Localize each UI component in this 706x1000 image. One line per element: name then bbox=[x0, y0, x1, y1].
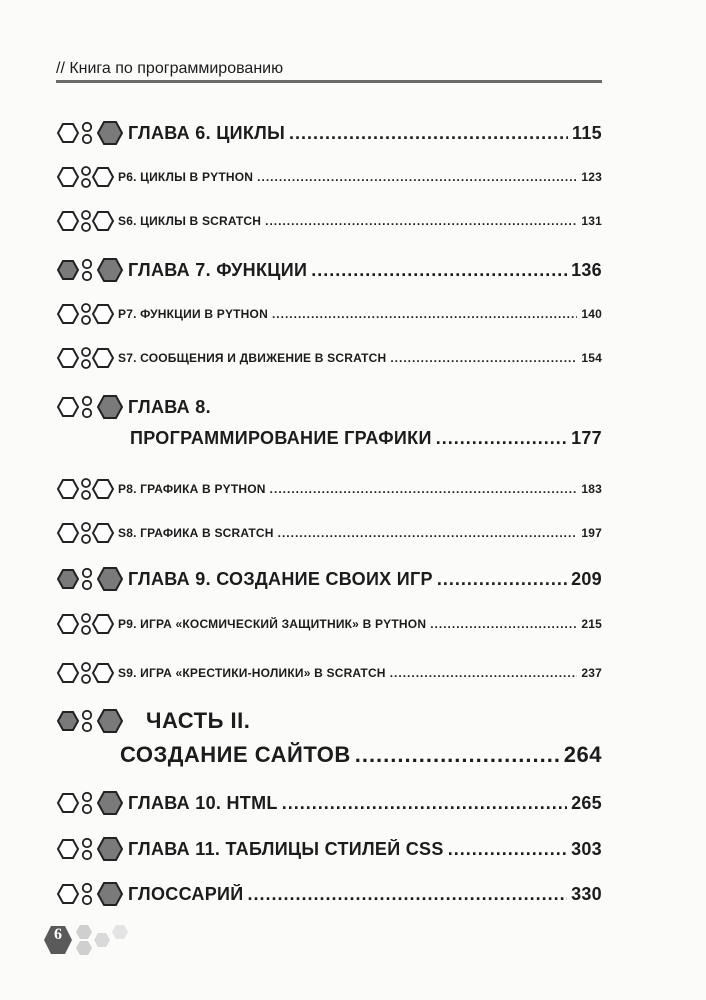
toc-entry-title: ГЛАВА 8. bbox=[128, 396, 211, 417]
toc-entry-title: P6. ЦИКЛЫ В PYTHON bbox=[118, 170, 254, 184]
toc-entry-title: S9. ИГРА «КРЕСТИКИ-НОЛИКИ» В SCRATCH bbox=[118, 666, 386, 680]
toc-entry-page: 197 bbox=[581, 526, 602, 540]
toc-entry-page: 330 bbox=[571, 883, 602, 904]
hexagon-cluster-dark-icon bbox=[56, 834, 128, 864]
toc-entry-chapter-9[interactable] bbox=[56, 564, 602, 594]
toc-entry-title: P7. ФУНКЦИИ В PYTHON bbox=[118, 307, 268, 321]
toc-entry-s6[interactable] bbox=[56, 206, 602, 236]
hexagon-cluster-outline-icon bbox=[56, 162, 118, 192]
toc-entry-title: S6. ЦИКЛЫ В SCRATCH bbox=[118, 214, 262, 228]
toc-entry-title: ГЛАВА 6. ЦИКЛЫ bbox=[128, 122, 286, 143]
toc-entry-page: 140 bbox=[581, 307, 602, 321]
toc-entry-title: ГЛАВА 9. СОЗДАНИЕ СВОИХ ИГР bbox=[128, 568, 433, 589]
hexagon-cluster-outline-icon bbox=[56, 299, 118, 329]
toc-entry-part-2-line2[interactable] bbox=[120, 742, 602, 772]
dot-leader bbox=[448, 839, 567, 860]
toc-entry-title: S7. СООБЩЕНИЯ И ДВИЖЕНИЕ В SCRATCH bbox=[118, 351, 387, 365]
dot-leader bbox=[437, 569, 567, 590]
toc-entry-chapter-6[interactable] bbox=[56, 118, 602, 148]
hexagon-cluster-dark-icon bbox=[56, 706, 128, 736]
hexagon-cluster-dark-icon bbox=[56, 392, 128, 422]
toc-entry-title: P9. ИГРА «КОСМИЧЕСКИЙ ЗАЩИТНИК» В PYTHON bbox=[118, 617, 427, 631]
toc-entry-s8[interactable] bbox=[56, 518, 602, 548]
hexagon-cluster-outline-icon bbox=[56, 658, 118, 688]
hexagon-cluster-dark-icon bbox=[56, 564, 128, 594]
toc-entry-title-continued: ПРОГРАММИРОВАНИЕ ГРАФИКИ bbox=[130, 428, 432, 448]
toc-entry-page: 115 bbox=[572, 122, 602, 143]
toc-entry-page: 303 bbox=[571, 838, 602, 859]
dot-leader bbox=[265, 214, 577, 228]
toc-entry-page: 131 bbox=[581, 214, 602, 228]
hexagon-cluster-dark-icon bbox=[56, 788, 128, 818]
toc-entry-chapter-11[interactable] bbox=[56, 834, 602, 864]
toc-entry-title: ГЛАВА 10. HTML bbox=[128, 792, 278, 813]
toc-entry-title: ГЛАВА 11. ТАБЛИЦЫ СТИЛЕЙ CSS bbox=[128, 838, 444, 859]
toc-entry-page: 123 bbox=[581, 170, 602, 184]
dot-leader bbox=[278, 526, 578, 540]
toc-entry-title: ГЛАВА 7. ФУНКЦИИ bbox=[128, 259, 308, 280]
toc-entry-page: 154 bbox=[581, 351, 602, 365]
dot-leader bbox=[289, 123, 568, 144]
page-number-badge bbox=[44, 920, 144, 960]
dot-leader bbox=[430, 617, 577, 631]
toc-entry-s7[interactable] bbox=[56, 343, 602, 373]
dot-leader bbox=[272, 307, 577, 321]
toc-entry-page: 136 bbox=[571, 259, 602, 280]
dot-leader bbox=[270, 482, 578, 496]
toc-entry-page: 237 bbox=[581, 666, 602, 680]
header-rule bbox=[56, 80, 602, 83]
hexagon-cluster-outline-icon bbox=[56, 518, 118, 548]
toc-entry-page: 177 bbox=[571, 428, 602, 448]
toc-entry-title: ЧАСТЬ II. bbox=[146, 708, 251, 733]
toc-entry-title: S8. ГРАФИКА В SCRATCH bbox=[118, 526, 274, 540]
dot-leader bbox=[282, 793, 567, 814]
dot-leader bbox=[390, 666, 578, 680]
dot-leader bbox=[355, 742, 560, 768]
dot-leader bbox=[390, 351, 577, 365]
toc-entry-chapter-8[interactable] bbox=[56, 392, 602, 422]
hexagon-cluster-dark-icon bbox=[56, 118, 128, 148]
toc-entry-chapter-8-line2[interactable] bbox=[130, 428, 602, 458]
toc-entry-s9[interactable] bbox=[56, 658, 602, 688]
toc-entry-page: 209 bbox=[571, 568, 602, 589]
hexagon-cluster-outline-icon bbox=[56, 474, 118, 504]
toc-entry-p6[interactable] bbox=[56, 162, 602, 192]
dot-leader bbox=[436, 428, 567, 449]
toc-entry-title-continued: СОЗДАНИЕ САЙТОВ bbox=[120, 742, 351, 767]
toc-entry-chapter-7[interactable] bbox=[56, 255, 602, 285]
toc-entry-page: 215 bbox=[581, 617, 602, 631]
toc-entry-glossary[interactable] bbox=[56, 879, 602, 909]
toc-entry-p8[interactable] bbox=[56, 474, 602, 504]
toc-entry-title: ГЛОССАРИЙ bbox=[128, 883, 244, 904]
toc-entry-title: P8. ГРАФИКА В PYTHON bbox=[118, 482, 266, 496]
toc-entry-chapter-10[interactable] bbox=[56, 788, 602, 818]
dot-leader bbox=[311, 260, 567, 281]
hexagon-cluster-outline-icon bbox=[56, 609, 118, 639]
toc-entry-p7[interactable] bbox=[56, 299, 602, 329]
toc-entry-p9[interactable] bbox=[56, 609, 602, 639]
running-header: // Книга по программированию bbox=[56, 60, 284, 77]
toc-entry-part-2[interactable] bbox=[56, 706, 602, 736]
hexagon-cluster-dark-icon bbox=[56, 255, 128, 285]
hexagon-cluster-outline-icon bbox=[56, 343, 118, 373]
hexagon-cluster-outline-icon bbox=[56, 206, 118, 236]
hexagon-cluster-dark-icon bbox=[56, 879, 128, 909]
toc-entry-page: 183 bbox=[581, 482, 602, 496]
page-number: 6 bbox=[54, 926, 62, 943]
dot-leader bbox=[257, 170, 577, 184]
dot-leader bbox=[248, 884, 568, 905]
toc-entry-page: 265 bbox=[571, 792, 602, 813]
toc-entry-page: 264 bbox=[563, 742, 602, 767]
